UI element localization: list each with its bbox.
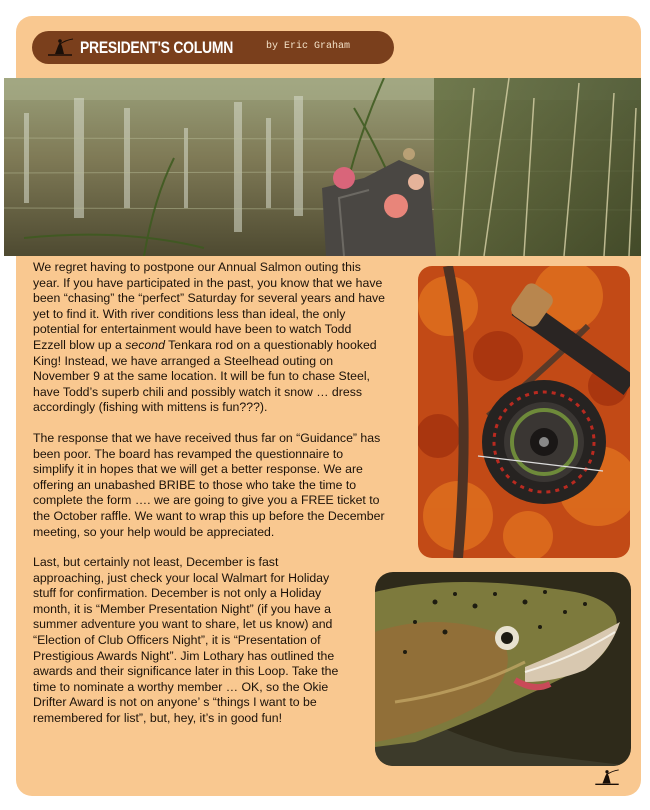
fly-angler-icon: [46, 38, 74, 58]
paragraph-december: Last, but certainly not least, December is fast approaching, just check your local Walmart for Holiday stuff for confirmation. December is not only a Holiday month, it is “Member Presentation Night” (if you have a summer adventure you want to share, let us know) and “Election of Club Officers Night”, it is “Presentation of Prestigious Awards Night”. Jim Lothary has outlined the awards and their significance later in this Loop. Take the time to nominate a worthy member … OK, so the Okie Drifter Award is not on anyone’ s “things I want to be remembered for list”, but, hey, it’s in good fun!: [33, 555, 339, 725]
paragraph-salmon-outing: We regret having to postpone our Annual Salmon outing this year. If you have participated in the past, you know that we have been “chasing” the “perfect” Saturday for several years and have yet to find it. With river conditions less than ideal, the only potential for entertainment would have been to watch Todd Ezzell blow up a second Tenkara rod on a questionably hooked King! Instead, we have arranged a Steelhead outing on November 9 at the same location. It will be fun to chase Steel, have Todd’s superb chili and possibly watch it snow … dress accordingly (fishing with mittens is fun???).: [33, 260, 386, 415]
fly-reel-photo: [418, 266, 630, 558]
steelhead-photo: [375, 572, 631, 766]
fly-angler-footer-icon: [594, 769, 620, 787]
column-header: [32, 31, 394, 64]
river-flies-photo: [4, 78, 641, 256]
column-byline: by Eric Graham: [266, 41, 351, 52]
column-title: PRESIDENT'S COLUMN: [80, 37, 234, 57]
paragraph-guidance: The response that we have received thus far on “Guidance” has been poor. The board has revamped the questionnaire to simplify it in hopes that we will get a better response. We are offering an unabashed BRIBE to those who take the time to complete the form …. we are going to give you a FREE ticket to the October raffle. We want to wrap this up before the December meeting, so your help would be appreciated.: [33, 431, 385, 539]
